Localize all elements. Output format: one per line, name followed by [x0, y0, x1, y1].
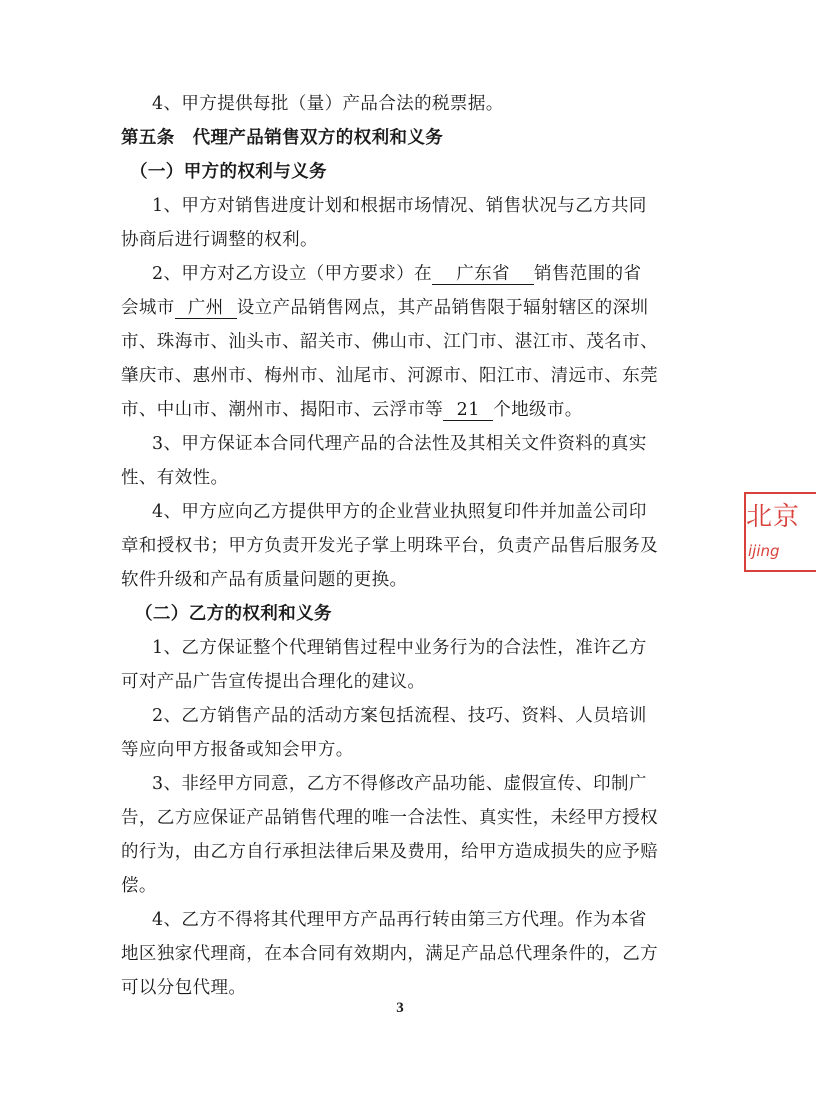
seal-text-top: 北京: [746, 502, 801, 532]
party-a-clause-2-line-2: [121, 297, 648, 319]
party-b-clause-3-line-3: 的行为，由乙方自行承担法律后果及费用，给甲方造成损失的应予赔: [121, 842, 658, 862]
city-count-field: 21: [443, 400, 493, 421]
party-b-clause-3-line-2: 告，乙方应保证产品销售代理的唯一合法性、真实性，未经甲方授权: [121, 808, 658, 828]
party-b-clause-2-line-2: 等应向甲方报备或知会甲方。: [121, 740, 354, 760]
party-b-clause-4-line-2: 地区独家代理商，在本合同有效期内，满足产品总代理条件的，乙方: [121, 944, 658, 964]
clause-text: 销售范围的省: [534, 264, 642, 284]
party-a-clause-2-line-3: 市、珠海市、汕头市、韶关市、佛山市、江门市、湛江市、茂名市、: [121, 332, 658, 352]
seal-border: [744, 492, 816, 572]
party-a-clause-2-line-5: [121, 399, 583, 421]
clause-text: 2、甲方对乙方设立（甲方要求）在: [152, 264, 433, 284]
party-b-clause-4-line-3: 可以分包代理。: [121, 978, 247, 998]
party-b-clause-3-line-1: 3、非经甲方同意，乙方不得修改产品功能、虚假宣传、印制广: [152, 774, 647, 794]
company-seal-stamp: [738, 488, 801, 572]
section-2-heading: （二）乙方的权利和义务: [135, 604, 332, 624]
section-1-heading: （一）甲方的权利与义务: [130, 162, 327, 182]
party-a-clause-2-line-4: 肇庆市、惠州市、梅州市、汕尾市、河源市、阳江市、清远市、东莞: [121, 366, 658, 386]
province-field: 广东省: [432, 264, 534, 285]
party-b-clause-4-line-1: 4、乙方不得将其代理甲方产品再行转由第三方代理。作为本省: [152, 910, 647, 930]
party-b-clause-1-line-1: 1、乙方保证整个代理销售过程中业务行为的合法性，准许乙方: [152, 638, 647, 658]
party-a-clause-2-line-1: [152, 263, 641, 285]
party-a-clause-3-line-1: 3、甲方保证本合同代理产品的合法性及其相关文件资料的真实: [152, 434, 647, 454]
article-5-heading: 第五条 代理产品销售双方的权利和义务: [121, 128, 444, 148]
clause-text: 会城市: [121, 298, 175, 318]
party-b-clause-3-line-4: 偿。: [121, 876, 157, 896]
party-a-clause-4-line-3: 软件升级和产品有质量问题的更换。: [121, 570, 408, 590]
party-b-clause-1-line-2: 可对产品广告宣传提出合理化的建议。: [121, 672, 426, 692]
party-a-clause-4-line-1: 4、甲方应向乙方提供甲方的企业营业执照复印件并加盖公司印: [152, 502, 647, 522]
party-b-clause-2-line-1: 2、乙方销售产品的活动方案包括流程、技巧、资料、人员培训: [152, 706, 647, 726]
city-field: 广州: [175, 298, 237, 319]
clause-text: 个地级市。: [493, 400, 583, 420]
party-a-clause-3-line-2: 性、有效性。: [121, 468, 229, 488]
clause-text: 设立产品销售网点，其产品销售限于辐射辖区的深圳: [236, 298, 649, 318]
party-a-clause-1-line-2: 协商后进行调整的权利。: [121, 230, 318, 250]
clause-4-tax-invoice: 4、甲方提供每批（量）产品合法的税票据。: [152, 94, 504, 114]
party-a-clause-4-line-2: 章和授权书；甲方负责开发光子掌上明珠平台，负责产品售后服务及: [121, 536, 658, 556]
seal-text-bottom: ijing: [748, 542, 780, 560]
party-a-clause-1-line-1: 1、甲方对销售进度计划和根据市场情况、销售状况与乙方共同: [152, 196, 647, 216]
clause-text: 市、中山市、潮州市、揭阳市、云浮市等: [121, 400, 444, 420]
page-number: 3: [396, 1000, 404, 1016]
